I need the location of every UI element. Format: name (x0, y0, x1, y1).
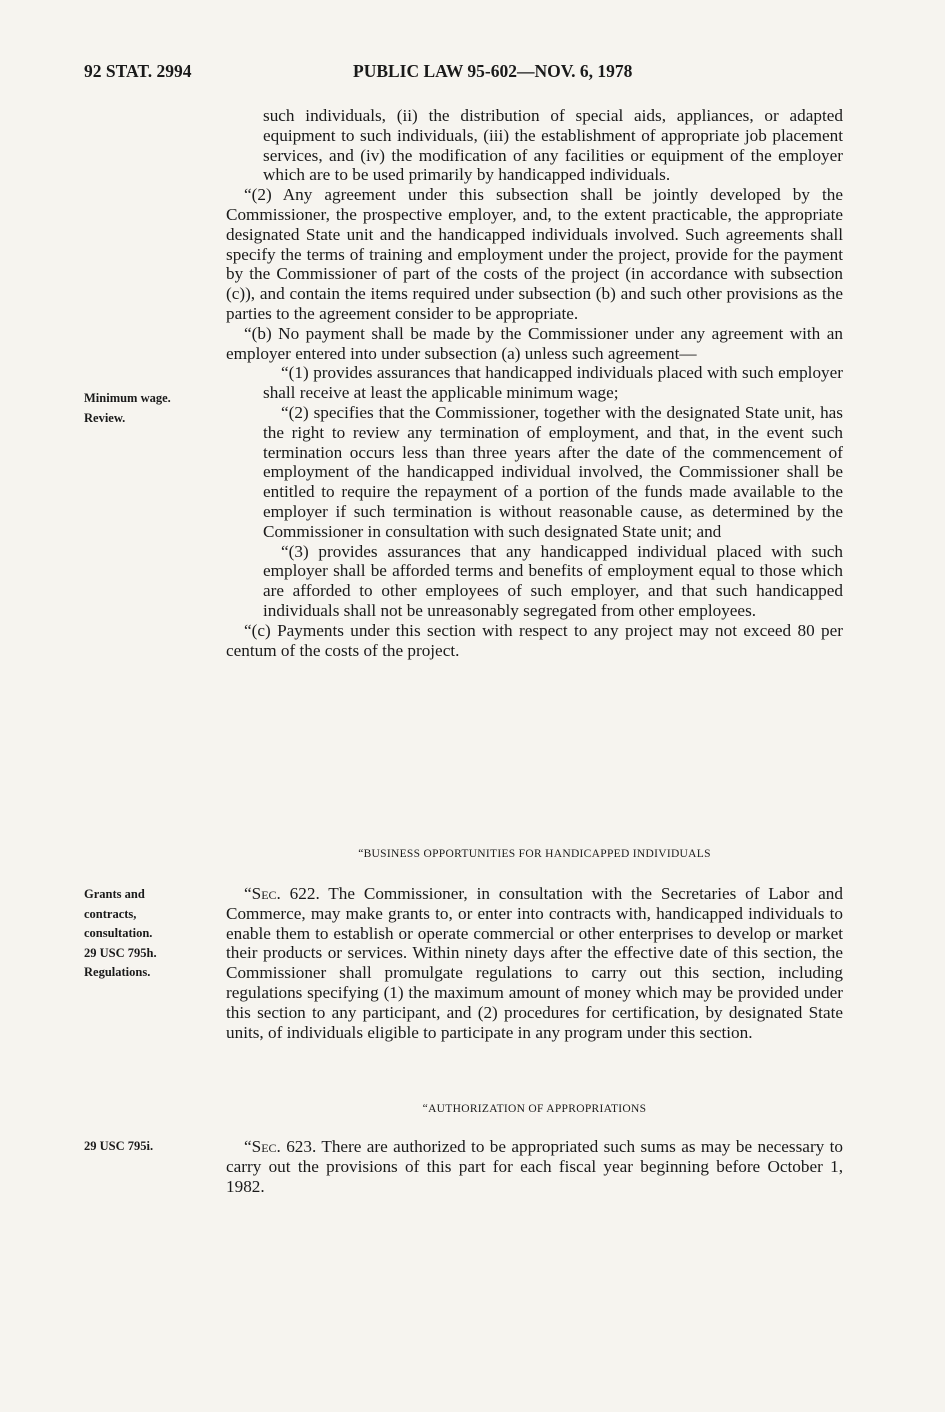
paragraph-b2: “(2) specifies that the Commissioner, together with the designated State unit, has the right to review any termination of employment, and that, in the event such termination occurs less than three years after the date of the commencement of employment of the handicapped individual involved, the Commissioner shall be entitled to require the repayment of a portion of the funds made available to the employer if such termination is without reasonable cause, as determined by the Commissioner in consultation with such designated State unit; and (263, 402, 843, 541)
margin-note-line: Review. (84, 410, 126, 425)
paragraph-b: “(b) No payment shall be made by the Commissioner under any agreement with an employer entered into under subsection (a) unless such agreement— (226, 323, 843, 363)
margin-note-line: Grants and (84, 887, 145, 901)
section-heading-business: “BUSINESS OPPORTUNITIES FOR HANDICAPPED INDIVIDUALS (358, 848, 711, 860)
section-label: “Sec. 623. (244, 1137, 317, 1156)
law-title: PUBLIC LAW 95-602—NOV. 6, 1978 (353, 61, 633, 81)
page-header (0, 61, 945, 85)
paragraph-continued: such individuals, (ii) the distribution of special aids, appliances, or adapted equipment to such individuals, (iii) the establishment of appropriate job placement services, and (iv) the modification of any facilities or equipment of the employer which are to be used primarily by handicapped individuals. (263, 106, 843, 185)
margin-note-line: 29 USC 795h. (84, 945, 157, 960)
section-text: The Commissioner, in consultation with the Secretaries of Labor and Commerce, may make grants to, or enter into contracts with, handicapped individuals to enable them to establish or operate commercial or other enterprises to develop or market their products or services. Within ninety days after the effective date of this section, the Commissioner shall promulgate regulations to carry out this section, including regulations specifying (1) the maximum amount of money which may be provided under this section to any participant, and (2) procedures for certification, by designated State units, of individuals eligible to participate in any program under this section. (226, 884, 843, 1042)
section-622 (226, 884, 843, 1042)
paragraph-sec-623 (226, 1137, 843, 1196)
stat-page-number: 92 STAT. 2994 (84, 61, 192, 81)
paragraph-a2: “(2) Any agreement under this subsection shall be jointly developed by the Commissioner, the prospective employer, and, to the extent practicable, the appropriate designated State unit and the handicapped individuals involved. Such agreements shall specify the terms of training and employment under the project, provide for the payment by the Commissioner of part of the costs of the project (in accordance with subsection (c)), and contain the items required under subsection (b) and such other provisions as the parties to the agreement consider to be appropriate. (226, 185, 843, 323)
paragraph-b1: “(1) provides assurances that handicapped individuals placed with such employer shall receive at least the applicable minimum wage; (263, 363, 843, 403)
section-label: “Sec. 622. (244, 884, 320, 903)
margin-note-line: contracts, (84, 906, 137, 921)
section-text: There are authorized to be appropriated such sums as may be necessary to carry out the provisions of this part for each fiscal year beginning before October 1, 1982. (226, 1137, 843, 1196)
margin-note-line: Minimum wage. (84, 391, 171, 405)
paragraph-c: “(c) Payments under this section with respect to any project may not exceed 80 per centum of the costs of the project. (226, 620, 843, 660)
margin-note-grants (84, 885, 214, 983)
margin-note-wage (84, 389, 214, 428)
margin-note-line: Regulations. (84, 965, 151, 979)
margin-note-line: consultation. (84, 926, 153, 940)
section-heading-appropriations: “AUTHORIZATION OF APPROPRIATIONS (422, 1103, 647, 1115)
margin-note-line: 29 USC 795i. (84, 1139, 154, 1153)
margin-note-795i (84, 1137, 214, 1157)
paragraph-sec-622 (226, 884, 843, 1042)
paragraph-b3: “(3) provides assurances that any handicapped individual placed with such employer shall be afforded terms and benefits of employment equal to those which are afforded to other employees of such employer, and that such handicapped individuals shall not be unreasonably segregated from other employees. (263, 541, 843, 620)
section-623 (226, 1137, 843, 1196)
main-text-block (226, 106, 843, 660)
